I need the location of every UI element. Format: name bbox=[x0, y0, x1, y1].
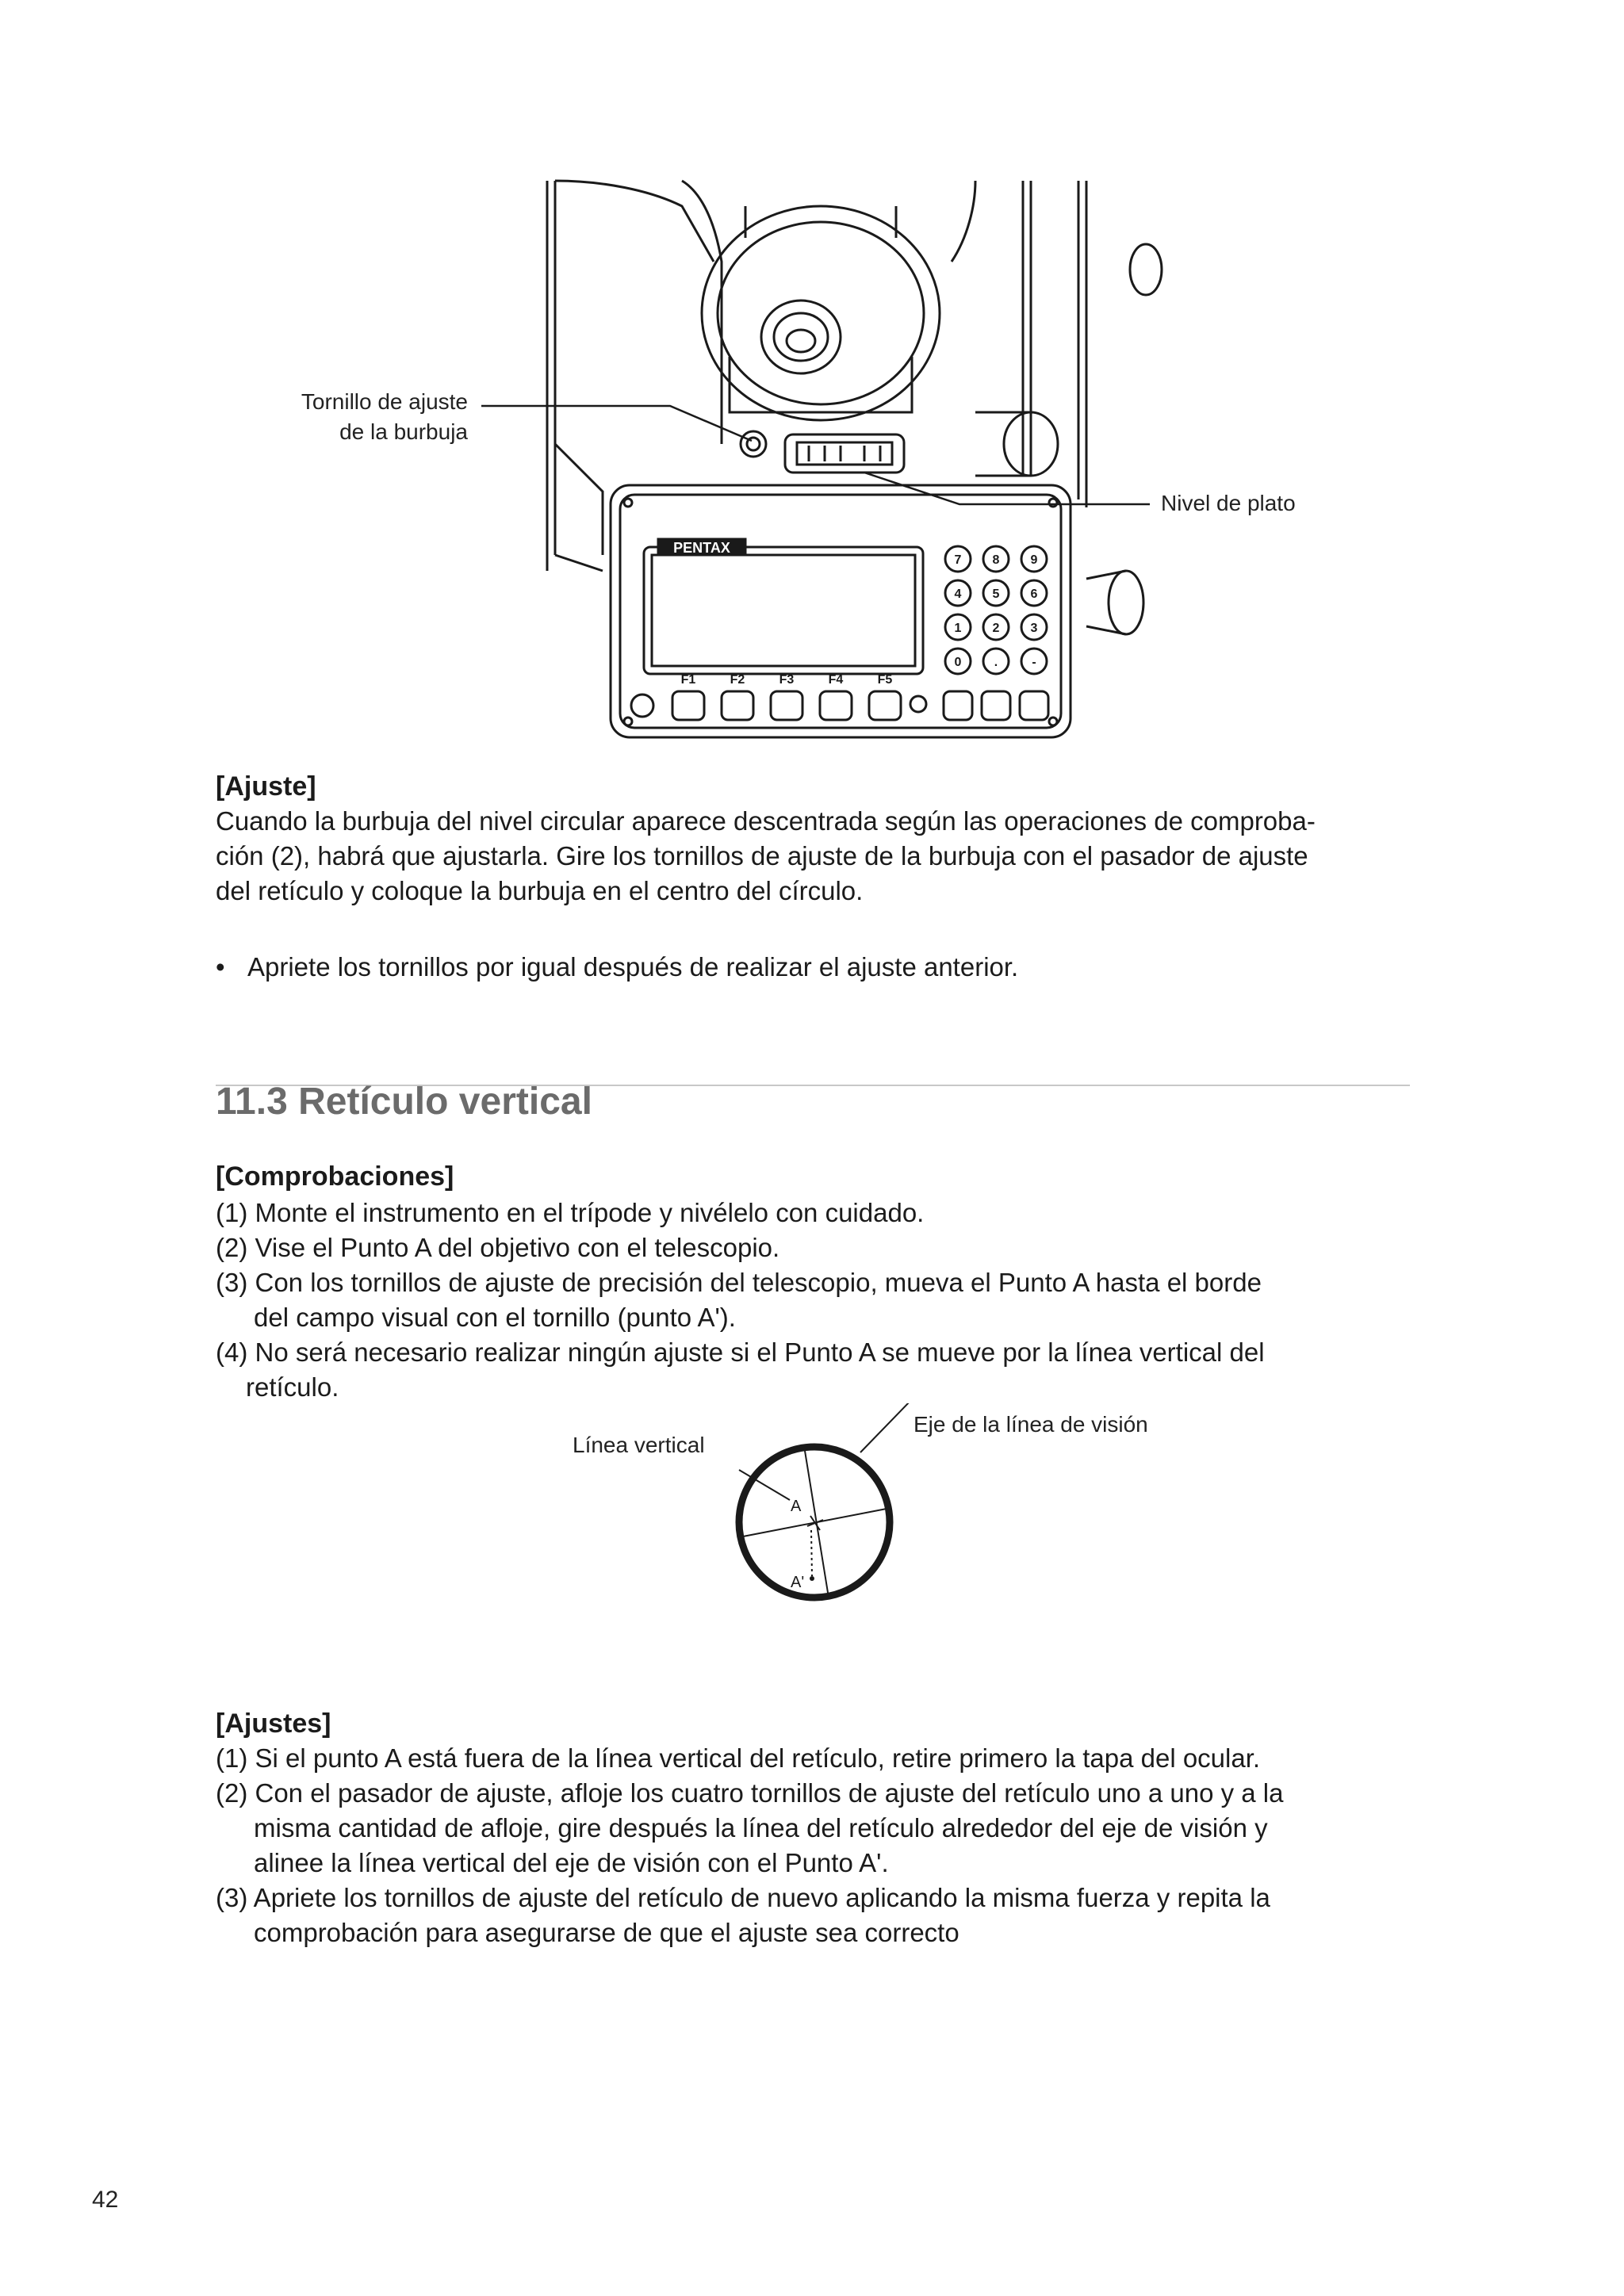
keypad-key: 7 bbox=[954, 553, 962, 567]
keypad-key: 5 bbox=[992, 587, 1000, 601]
keypad-key: 8 bbox=[992, 553, 1000, 567]
bullet-item bbox=[216, 950, 1018, 985]
comprobaciones-heading: [Comprobaciones] bbox=[216, 1161, 454, 1192]
label-sight-axis: Eje de la línea de visión bbox=[914, 1412, 1148, 1437]
list-item-continuation: alinee la línea vertical del eje de visión con el Punto A'. bbox=[254, 1848, 889, 1877]
section-title: 11.3 Retículo vertical bbox=[216, 1081, 592, 1123]
brand-label: PENTAX bbox=[673, 540, 730, 556]
ajustes-heading: [Ajustes] bbox=[216, 1709, 331, 1739]
label-vertical-line: Línea vertical bbox=[573, 1433, 705, 1457]
function-key-label: F2 bbox=[730, 673, 745, 687]
list-item-continuation: del campo visual con el tornillo (punto A'). bbox=[254, 1303, 736, 1332]
ajuste-paragraph bbox=[216, 804, 1421, 909]
list-item: (2) Vise el Punto A del objetivo con el telescopio. bbox=[216, 1233, 780, 1262]
page-number: 42 bbox=[92, 2187, 119, 2213]
instrument-illustration bbox=[301, 170, 1348, 753]
point-a-label: A bbox=[791, 1498, 802, 1515]
keypad-key: 3 bbox=[1030, 622, 1038, 635]
callout-line: de la burbuja bbox=[339, 419, 468, 444]
function-key-label: F3 bbox=[779, 673, 795, 687]
callout-line: Tornillo de ajuste bbox=[301, 389, 468, 414]
keypad-key: 2 bbox=[992, 622, 1000, 635]
list-item-continuation: misma cantidad de afloje, gire después la línea del retículo alrededor del eje de visión y bbox=[254, 1813, 1268, 1843]
keypad-key: 0 bbox=[954, 656, 962, 669]
comprobaciones-list bbox=[216, 1196, 1421, 1405]
bullet-icon: • bbox=[216, 952, 225, 982]
list-item: (2) Con el pasador de ajuste, afloje los cuatro tornillos de ajuste del retículo uno a uno y a la bbox=[216, 1778, 1284, 1808]
list-item: (1) Monte el instrumento en el trípode y nivélelo con cuidado. bbox=[216, 1198, 925, 1227]
list-item-continuation: comprobación para asegurarse de que el ajuste sea correcto bbox=[254, 1918, 959, 1947]
callout-bubble-screw bbox=[238, 387, 468, 447]
function-key-label: F5 bbox=[877, 673, 893, 687]
function-key-label: F1 bbox=[680, 673, 696, 687]
paragraph-line: ción (2), habrá que ajustarla. Gire los tornillos de ajuste de la burbuja con el pasador de ajuste bbox=[216, 841, 1308, 871]
ajuste-heading: [Ajuste] bbox=[216, 771, 316, 802]
list-item: (3) Con los tornillos de ajuste de precisión del telescopio, mueva el Punto A hasta el borde bbox=[216, 1268, 1262, 1297]
keypad-key: 9 bbox=[1030, 553, 1038, 567]
paragraph-line: Cuando la burbuja del nivel circular aparece descentrada según las operaciones de comproba- bbox=[216, 806, 1316, 836]
list-item: (1) Si el punto A está fuera de la línea vertical del retículo, retire primero la tapa del ocular. bbox=[216, 1743, 1261, 1773]
ajustes-list bbox=[216, 1741, 1421, 1950]
keypad-key: - bbox=[1032, 656, 1036, 669]
keypad-key: 4 bbox=[954, 587, 962, 601]
callout-plate-level: Nivel de plato bbox=[1161, 491, 1296, 515]
keypad-key: 1 bbox=[954, 622, 962, 635]
list-item-continuation: retículo. bbox=[246, 1372, 339, 1402]
keypad-key: 6 bbox=[1030, 587, 1038, 601]
function-key-label: F4 bbox=[828, 673, 844, 687]
list-item: (3) Apriete los tornillos de ajuste del retículo de nuevo aplicando la misma fuerza y repita la bbox=[216, 1883, 1270, 1912]
keypad-key: . bbox=[994, 656, 998, 669]
point-a-prime-label: A' bbox=[791, 1574, 805, 1591]
paragraph-line: del retículo y coloque la burbuja en el centro del círculo. bbox=[216, 876, 864, 905]
bullet-text: Apriete los tornillos por igual después de realizar el ajuste anterior. bbox=[247, 952, 1019, 982]
list-item: (4) No será necesario realizar ningún ajuste si el Punto A se mueve por la línea vertical del bbox=[216, 1337, 1265, 1367]
